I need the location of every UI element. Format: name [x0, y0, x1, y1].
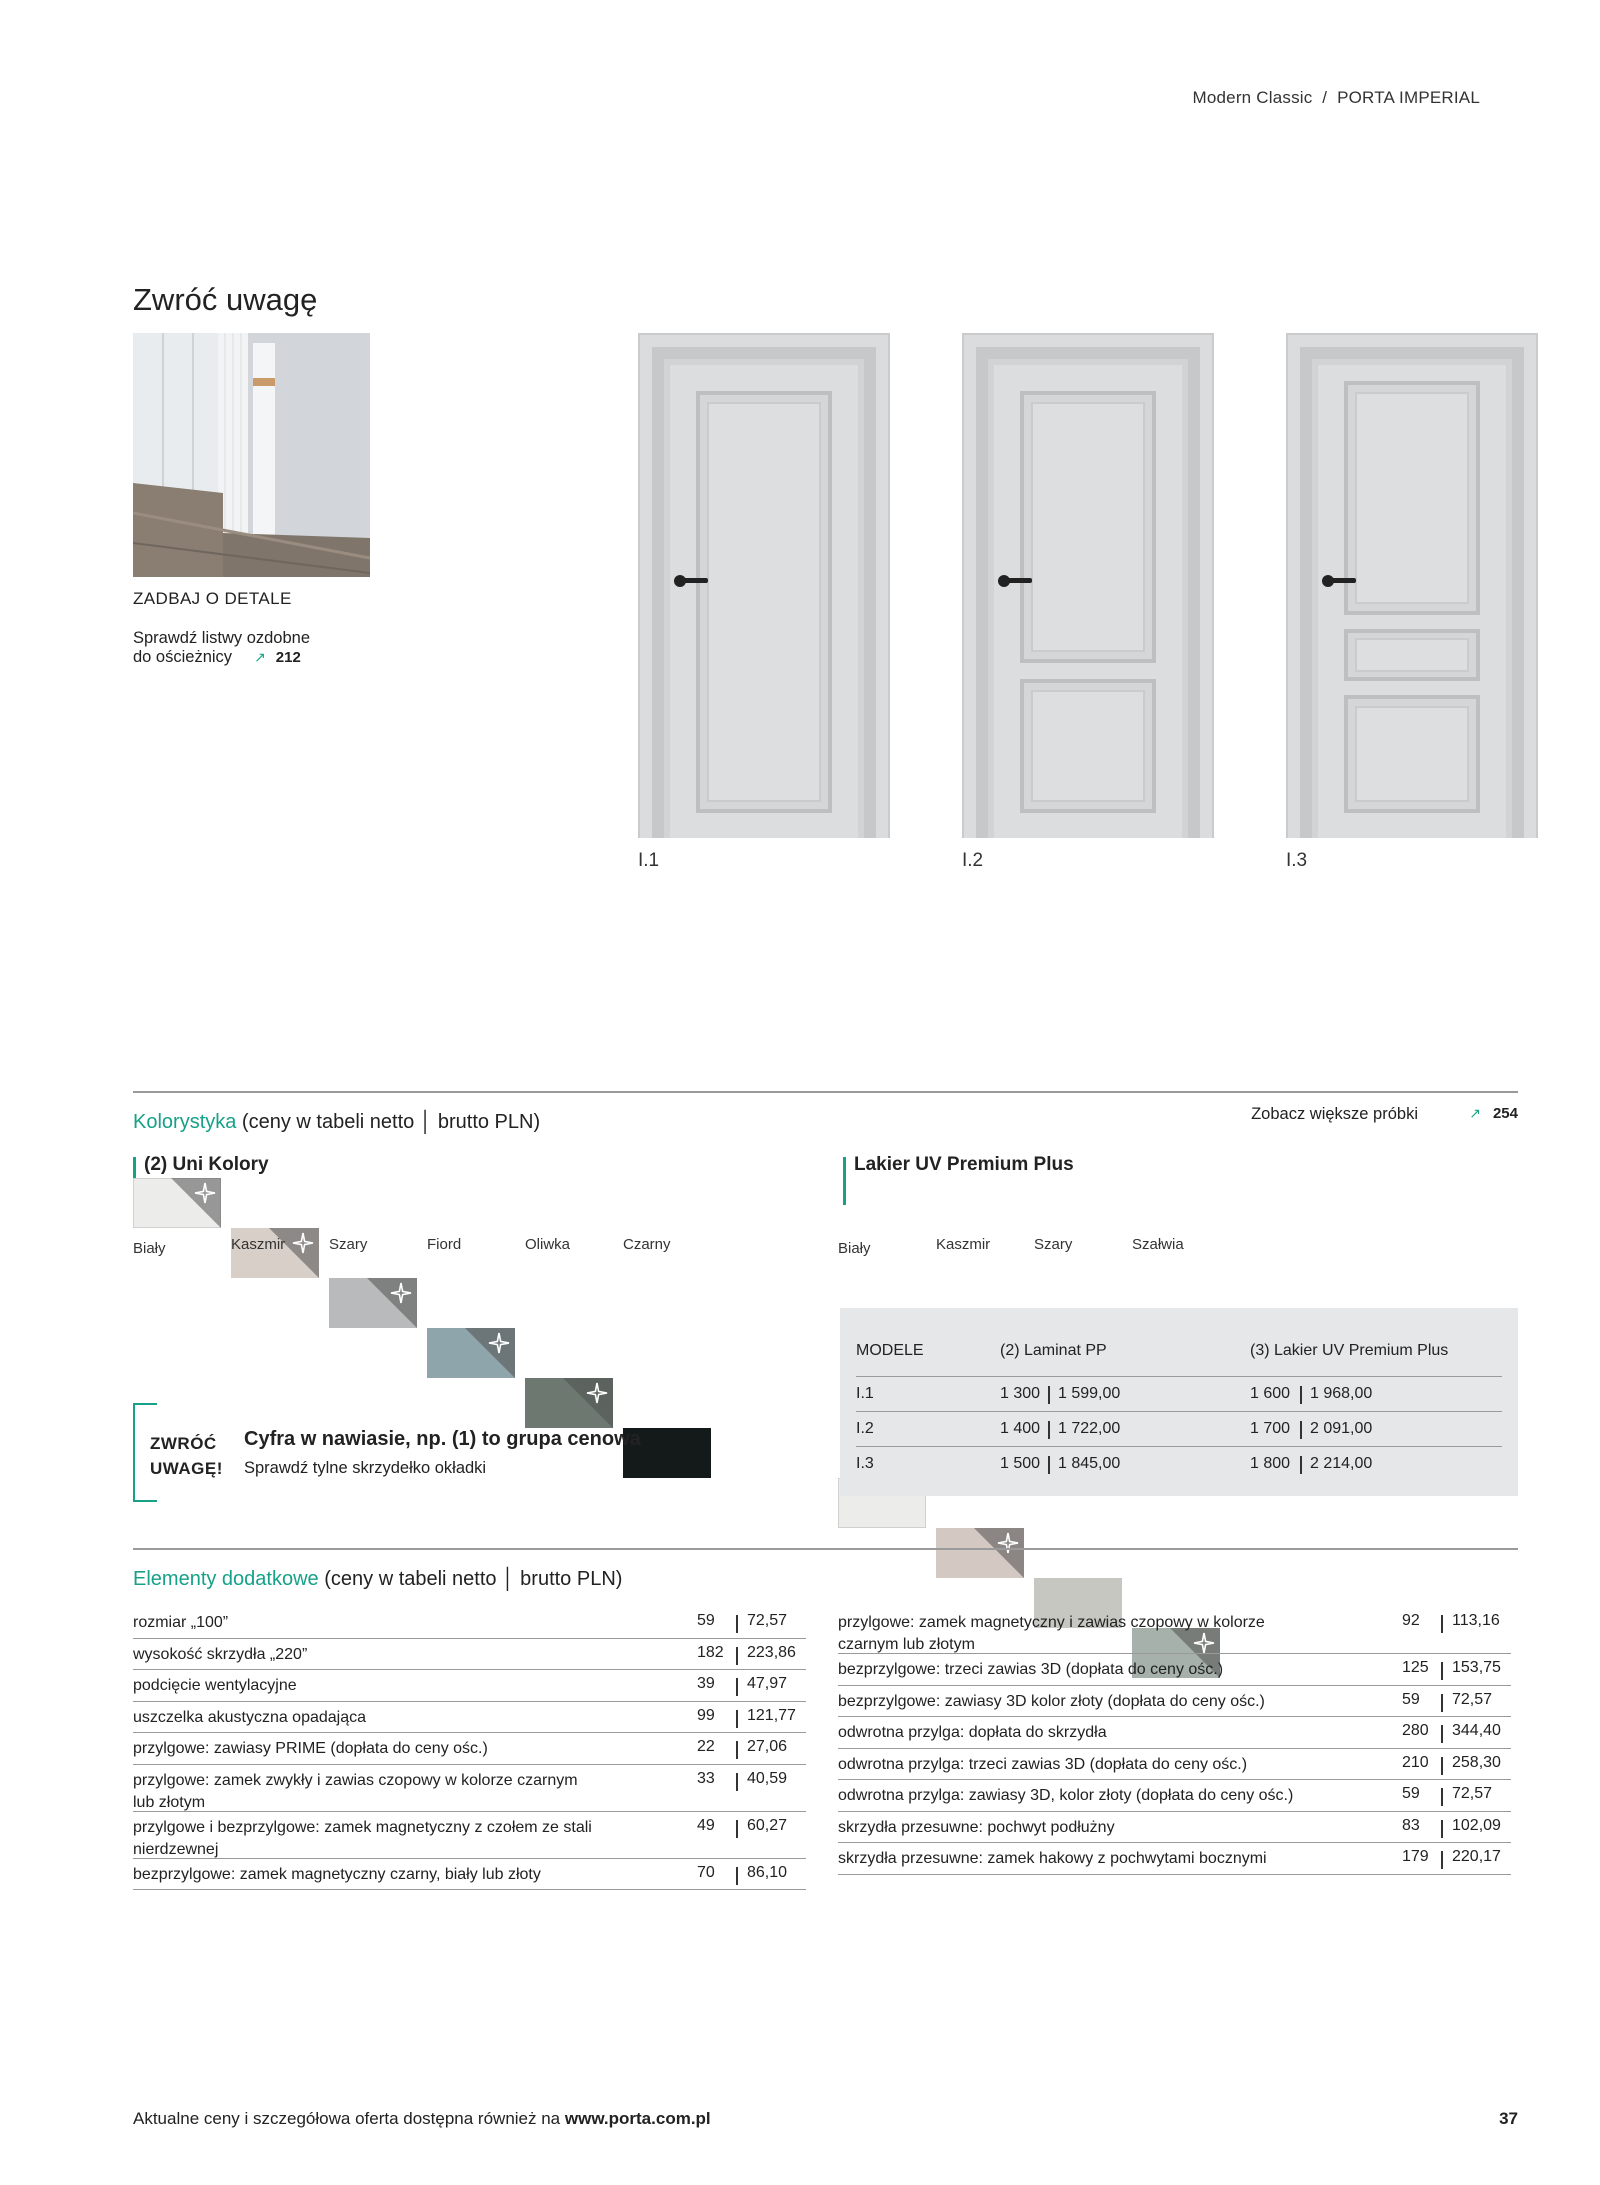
extra-gross-price: 72,57: [1452, 1785, 1493, 1802]
table-row: [838, 1779, 1511, 1812]
extra-item-name-line: rozmiar „100”: [133, 1614, 229, 1631]
more-samples-link[interactable]: Zobacz większe próbki: [1251, 1105, 1418, 1123]
door-image-i2: [962, 333, 1214, 838]
more-samples-page: 254: [1492, 1105, 1518, 1122]
table-row: [856, 1411, 1502, 1447]
laminat-net-cell: 1 300: [1000, 1385, 1041, 1402]
models-header-lakier: (3) Lakier UV Premium Plus: [1250, 1342, 1449, 1359]
extras-heading-accent: Elementy dodatkowe: [133, 1568, 319, 1590]
table-row: [838, 1811, 1511, 1844]
extra-net-price: 83: [1402, 1816, 1420, 1834]
table-row: [133, 1764, 806, 1812]
extra-item-name: [838, 1691, 1265, 1713]
cell-separator: [1441, 1725, 1443, 1743]
cell-separator: [1441, 1851, 1443, 1869]
section-divider: [133, 1091, 1518, 1093]
extra-item-name: [838, 1848, 1267, 1870]
uni-swatch-label: Szary: [329, 1236, 368, 1253]
extra-net-price: 182: [697, 1643, 724, 1661]
uni-swatch-label: Biały: [133, 1240, 166, 1257]
extra-item-name: [838, 1612, 1265, 1656]
extra-net-price: 22: [697, 1738, 715, 1755]
detail-page-number: 212: [275, 649, 301, 666]
extra-net-price: 39: [697, 1675, 715, 1692]
cell-separator: [736, 1615, 738, 1633]
extra-net-price: 59: [697, 1612, 715, 1629]
cell-separator: [736, 1741, 738, 1759]
extra-net-price: 33: [697, 1769, 715, 1787]
footer-text: [133, 2109, 711, 2129]
cell-separator: [736, 1710, 738, 1728]
table-row: [838, 1716, 1511, 1749]
extras-heading: [133, 1568, 622, 1591]
lakier-net-cell: 1 700: [1250, 1420, 1291, 1437]
uni-swatch-label: Czarny: [623, 1236, 671, 1253]
uni-swatch[interactable]: [427, 1328, 515, 1378]
extra-gross-price: 153,75: [1452, 1659, 1501, 1676]
extra-item-name-line: lub złotym: [133, 1793, 206, 1811]
laminat-net-cell: 1 400: [1000, 1420, 1041, 1437]
sparkle-icon: [996, 1531, 1020, 1555]
door-image-i1: [638, 333, 890, 838]
sparkle-icon: [193, 1181, 217, 1205]
laminat-gross-cell: 1 845,00: [1058, 1455, 1121, 1472]
table-row: [838, 1842, 1511, 1875]
detail-text-line2: do ościeżnicy: [133, 648, 233, 666]
cell-separator: [1048, 1386, 1050, 1404]
extra-item-name: [838, 1659, 1223, 1681]
model-cell: I.3: [856, 1455, 874, 1472]
table-row: [133, 1858, 806, 1891]
extra-gross-price: 102,09: [1452, 1816, 1501, 1834]
table-row: [838, 1606, 1511, 1654]
lakier-swatch-label: Szary: [1034, 1236, 1073, 1253]
extras-heading-rest: (ceny w tabeli netto │ brutto PLN): [318, 1568, 623, 1590]
extra-gross-price: 72,57: [747, 1612, 788, 1629]
extra-gross-price: 258,30: [1452, 1753, 1501, 1771]
extra-item-name-line: skrzydła przesuwne: zamek hakowy z pochwytami bocznymi: [838, 1850, 1267, 1867]
extra-net-price: 125: [1402, 1659, 1429, 1676]
table-row: [838, 1685, 1511, 1718]
detail-label: ZADBAJ O DETALE: [133, 589, 292, 608]
extra-item-name-line: przylgowe: zamek zwykły i zawias czopowy w kolorze czarnym: [133, 1771, 578, 1789]
extra-item-name: [838, 1754, 1247, 1776]
cell-separator: [736, 1773, 738, 1791]
uni-swatch-label: Oliwka: [525, 1236, 571, 1253]
uni-swatch-label: Fiord: [427, 1236, 462, 1253]
section-divider: [133, 1548, 1518, 1550]
sparkle-icon: [585, 1381, 609, 1405]
sparkle-icon: [389, 1281, 413, 1305]
lakier-gross-cell: 2 214,00: [1310, 1455, 1373, 1472]
table-row: [133, 1732, 806, 1765]
breadcrumb: Modern Classic / PORTA IMPERIAL: [1192, 88, 1480, 107]
uni-swatch[interactable]: [525, 1378, 613, 1428]
uni-swatch[interactable]: [329, 1278, 417, 1328]
lakier-swatch-label: Biały: [838, 1240, 871, 1257]
table-row: [838, 1653, 1511, 1686]
models-header-laminat: (2) Laminat PP: [1000, 1342, 1107, 1359]
uni-swatch-label: Kaszmir: [231, 1236, 286, 1253]
detail-text: [133, 629, 310, 667]
extra-item-name-line: odwrotna przylga: dopłata do skrzydła: [838, 1724, 1107, 1741]
cell-separator: [736, 1647, 738, 1665]
extra-item-name-line: wysokość skrzydła „220”: [133, 1645, 308, 1663]
extra-item-name-line: uszczelka akustyczna opadająca: [133, 1708, 367, 1726]
cell-separator: [1441, 1694, 1443, 1712]
extra-item-name-line: przylgowe i bezprzylgowe: zamek magnetyczny z czołem ze stali: [133, 1818, 592, 1836]
lakier-group-marker: [843, 1157, 846, 1205]
extra-net-price: 99: [697, 1706, 715, 1724]
notice-label: [150, 1431, 223, 1481]
models-table: [840, 1308, 1518, 1496]
detail-photo: [133, 333, 370, 577]
door-label-i2: I.2: [962, 850, 984, 871]
extra-item-name: [133, 1612, 228, 1634]
cell-separator: [1441, 1662, 1443, 1680]
table-row: [838, 1748, 1511, 1781]
table-row: [856, 1376, 1502, 1412]
arrow-up-right-icon: ↗: [1469, 1105, 1481, 1121]
model-cell: I.1: [856, 1385, 874, 1402]
footer-note: Aktualne ceny i szczegółowa oferta dostępna również na: [133, 2109, 565, 2128]
extra-item-name-line: nierdzewnej: [133, 1840, 219, 1858]
cell-separator: [1048, 1456, 1050, 1474]
lakier-net-cell: 1 800: [1250, 1455, 1291, 1472]
notice-title: Cyfra w nawiasie, np. (1) to grupa cenowa: [244, 1428, 641, 1450]
extra-item-name: [133, 1738, 488, 1760]
colors-heading-accent: Kolorystyka: [133, 1111, 237, 1133]
model-cell: I.2: [856, 1420, 874, 1437]
extra-gross-price: 86,10: [747, 1863, 788, 1881]
extra-item-name-line: podcięcie wentylacyjne: [133, 1677, 297, 1694]
cell-separator: [736, 1867, 738, 1885]
table-row: [133, 1701, 806, 1734]
arrow-up-right-icon: ↗: [254, 649, 266, 665]
sparkle-icon: [291, 1231, 315, 1255]
extra-gross-price: 344,40: [1452, 1722, 1501, 1739]
lakier-net-cell: 1 600: [1250, 1385, 1291, 1402]
extra-net-price: 70: [697, 1863, 715, 1881]
cell-separator: [1441, 1615, 1443, 1633]
extra-gross-price: 223,86: [747, 1643, 796, 1661]
lakier-swatch[interactable]: [936, 1528, 1024, 1578]
extra-item-name-line: odwrotna przylga: zawiasy 3D, kolor złoty (dopłata do ceny ośc.): [838, 1787, 1294, 1804]
extra-item-name-line: bezprzylgowe: zamek magnetyczny czarny, biały lub złoty: [133, 1865, 541, 1883]
cell-separator: [1300, 1386, 1302, 1404]
extra-gross-price: 220,17: [1452, 1848, 1501, 1865]
extra-item-name-line: bezprzylgowe: trzeci zawias 3D (dopłata do ceny ośc.): [838, 1661, 1224, 1678]
extra-net-price: 59: [1402, 1785, 1420, 1802]
cell-separator: [736, 1678, 738, 1696]
extra-net-price: 92: [1402, 1612, 1420, 1629]
table-row: [133, 1811, 806, 1859]
uni-swatch[interactable]: [133, 1178, 221, 1228]
extra-item-name-line: czarnym lub złotym: [838, 1636, 975, 1653]
extra-gross-price: 47,97: [747, 1675, 788, 1692]
colors-heading: [133, 1111, 540, 1134]
page-number: 37: [1499, 2109, 1518, 2128]
laminat-net-cell: 1 500: [1000, 1455, 1041, 1472]
extra-item-name: [838, 1785, 1293, 1807]
lakier-gross-cell: 2 091,00: [1310, 1420, 1373, 1437]
notice-word1: ZWRÓĆ: [150, 1434, 217, 1453]
lakier-group-title: Lakier UV Premium Plus: [854, 1154, 1074, 1175]
cell-separator: [1441, 1820, 1443, 1838]
table-row: [856, 1446, 1502, 1482]
door-label-i3: I.3: [1286, 850, 1308, 871]
models-header-model: MODELE: [856, 1342, 924, 1359]
cell-separator: [1048, 1421, 1050, 1439]
detail-page-link[interactable]: [254, 648, 301, 667]
extra-gross-price: 27,06: [747, 1738, 788, 1755]
extra-net-price: 59: [1402, 1690, 1420, 1708]
extra-item-name-line: przylgowe: zawiasy PRIME (dopłata do ceny ośc.): [133, 1740, 488, 1757]
extra-net-price: 280: [1402, 1722, 1429, 1739]
extra-item-name: [838, 1722, 1107, 1744]
extra-item-name-line: skrzydła przesuwne: pochwyt podłużny: [838, 1818, 1115, 1836]
lakier-swatch-label: Szałwia: [1132, 1236, 1184, 1253]
extra-item-name: [838, 1817, 1115, 1839]
laminat-gross-cell: 1 722,00: [1058, 1420, 1121, 1437]
extra-item-name-line: bezprzylgowe: zawiasy 3D kolor złoty (dopłata do ceny ośc.): [838, 1692, 1265, 1710]
door-image-i3: [1286, 333, 1538, 838]
section-title: Zwróć uwagę: [133, 282, 318, 317]
extra-item-name: [133, 1817, 592, 1861]
uni-group-title: (2) Uni Kolory: [144, 1154, 269, 1175]
cell-separator: [1441, 1788, 1443, 1806]
sparkle-icon: [487, 1331, 511, 1355]
extra-item-name-line: przylgowe: zamek magnetyczny i zawias czopowy w kolorze: [838, 1614, 1265, 1631]
extra-gross-price: 40,59: [747, 1769, 788, 1787]
extra-item-name: [133, 1707, 366, 1729]
extra-net-price: 49: [697, 1816, 715, 1834]
extra-item-name: [133, 1644, 307, 1666]
footer-link[interactable]: www.porta.com.pl: [564, 2109, 711, 2128]
notice-word2: UWAGĘ!: [150, 1459, 223, 1478]
cell-separator: [1300, 1421, 1302, 1439]
notice-subtitle: Sprawdź tylne skrzydełko okładki: [244, 1459, 487, 1477]
laminat-gross-cell: 1 599,00: [1058, 1385, 1121, 1402]
table-row: [133, 1606, 806, 1639]
extra-gross-price: 121,77: [747, 1706, 796, 1724]
table-row: [133, 1669, 806, 1702]
detail-text-line1: Sprawdź listwy ozdobne: [133, 629, 311, 647]
extra-item-name: [133, 1864, 541, 1886]
lakier-swatch-label: Kaszmir: [936, 1236, 991, 1253]
extra-net-price: 210: [1402, 1753, 1429, 1771]
extra-gross-price: 72,57: [1452, 1690, 1493, 1708]
cell-separator: [736, 1820, 738, 1838]
cell-separator: [1300, 1456, 1302, 1474]
extra-gross-price: 60,27: [747, 1816, 788, 1834]
extra-gross-price: 113,16: [1452, 1612, 1500, 1629]
lakier-gross-cell: 1 968,00: [1310, 1385, 1373, 1402]
extra-item-name: [133, 1675, 297, 1697]
colors-heading-rest: (ceny w tabeli netto │ brutto PLN): [236, 1111, 541, 1133]
extra-net-price: 179: [1402, 1848, 1429, 1865]
extra-item-name-line: odwrotna przylga: trzeci zawias 3D (dopłata do ceny ośc.): [838, 1755, 1248, 1773]
cell-separator: [1441, 1757, 1443, 1775]
table-row: [133, 1638, 806, 1671]
door-label-i1: I.1: [638, 850, 660, 871]
more-samples-ref[interactable]: [1469, 1105, 1518, 1122]
extra-item-name: [133, 1770, 578, 1814]
